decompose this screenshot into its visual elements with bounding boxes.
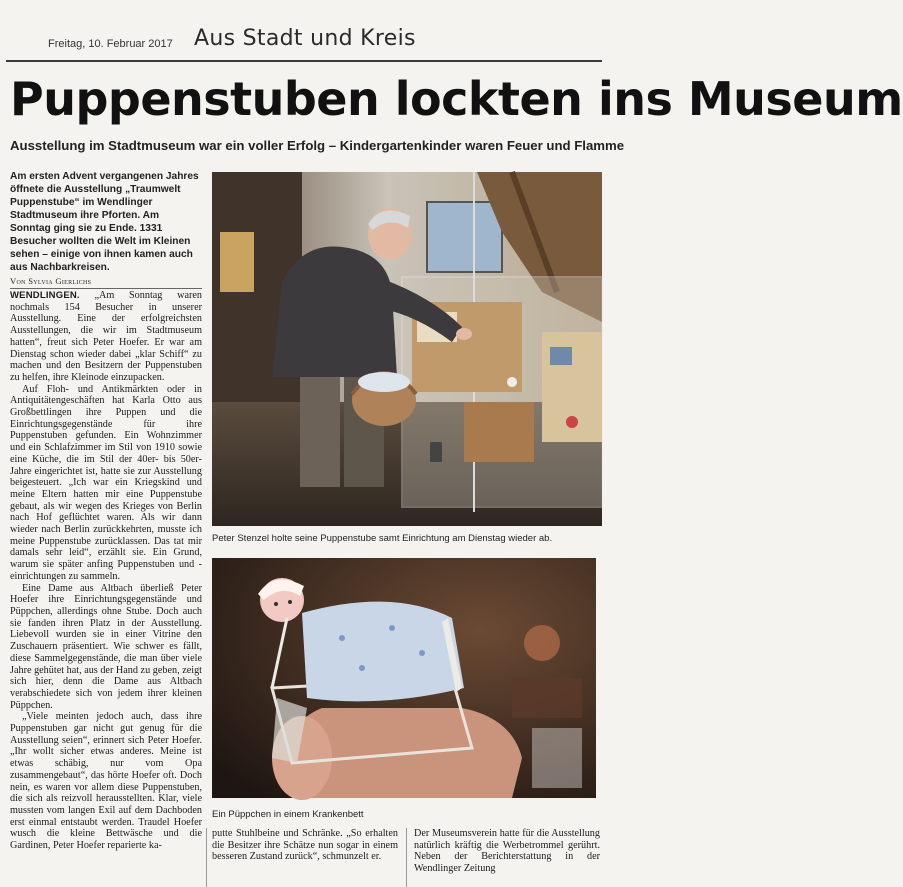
body-paragraph: Auf Floh- und Antikmärkten oder in Antiquitätengeschäften hat Karla Otto aus Großbettlingen ihre Puppen und die Einrichtungsgegenstände für ihre Puppenstuben gefunden. Ein Wohnzimmer und ein Schlafzimmer im Stil von 1910 sowie eine Küche, die im Stil der 40er- bis 50er-Jahre eingerichtet ist, hatte sie zur Ausstellung beigesteuert. „Ich war ein Kriegskind und meine Eltern hatten mir eine Puppenstube gebaut, als wir wegen des Krieges von Berlin nach Hof geflüchtet waren. Als wir dann wieder nach Berlin zurückkehrten, musste ich meine Puppenstube zurücklassen. Das tat mir damals sehr leid“, erzählt sie. Ein Grund, warum sie später anfing Puppenstuben und -einrichtungen zu sammeln. — [10, 383, 202, 582]
header-rule — [6, 60, 602, 62]
body-paragraph — [10, 290, 202, 384]
photo-doll-in-bed — [212, 558, 596, 798]
photo-doll-in-bed-drawing — [212, 558, 596, 798]
byline-rule — [10, 288, 202, 289]
column-rule — [406, 828, 407, 887]
photo-caption: Ein Püppchen in einem Krankenbett — [212, 809, 364, 820]
body-paragraph: „Viele meinten jedoch auch, dass ihre Puppenstuben gar nicht gut genug für die Ausstellung seien“, erinnert sich Peter Hoefer. „Ihr wollt sicher etwas anderes. Meine ist etwas schäbig, nur vom Opa zusammengebaut“, das hörte Hoefer oft. Doch nein, es waren vor allem diese Puppenstuben, die sich als reizvoll herausstellten. Klar, viele mussten vom langen Exil auf dem Dachboden erst einmal entstaubt werden. Traudel Hoefer wusch die kleine Bettwäsche und die Gardinen, Peter Hoefer reparierte ka- — [10, 711, 202, 852]
column-rule — [206, 828, 207, 887]
dateline: WENDLINGEN. — [10, 290, 80, 301]
body-paragraph: Eine Dame aus Altbach überließ Peter Hoefer ihre Einrichtungsgegenstände und Püppchen, allerdings ohne Stube. Doch auch sie fanden ihren Platz in der Ausstellung. Liebevoll wurden sie in einer Vitrine den Zuschauern präsentiert. Wie schwer es fällt, diese Sammelgegenstände, die man über viele Jahre gehütet hat, aus der Hand zu geben, zeigt sich hier, denn die Dame aus Altbach verabschiedete sich von jedem ihrer kleinen Püppchen. — [10, 582, 202, 711]
photo-caption: Peter Stenzel holte seine Puppenstube samt Einrichtung am Dienstag wieder ab. — [212, 533, 553, 544]
article-body-column-3: Der Museumsverein hatte für die Ausstellung natürlich kräftig die Werbetrommel gerührt. Neben der Berichterstattung in der Wendlinger Zeitung — [414, 828, 600, 875]
article-teaser: Am ersten Advent vergangenen Jahres öffnete die Ausstellung „Traumwelt Puppenstube“ im Wendlinger Stadtmuseum ihre Pforten. Am Sonntag ging sie zu Ende. 1331 Besucher wollten die Welt im Kleinen sehen – einige von ihnen kamen auch aus Nachbarkreisen. — [10, 171, 199, 273]
article-headline: Puppenstuben lockten ins Museum — [10, 72, 903, 126]
article-body-column-2: putte Stuhlbeine und Schränke. „So erhalten die Besitzer ihre Schätze nun sogar in einem besseren Zustand zurück“, schmunzelt er. — [212, 828, 398, 863]
issue-date: Freitag, 10. Februar 2017 — [48, 38, 173, 50]
article-byline: Von Sylvia Gierlichs — [10, 276, 92, 286]
photo-man-at-vitrine-drawing — [212, 172, 602, 526]
article-body-column — [10, 290, 202, 852]
photo-man-at-vitrine — [212, 172, 602, 526]
paragraph-text: „Am Sonntag waren nochmals 154 Besucher in unserer Ausstellung. Eine der erfolgreichsten Ausstellungen, die wir im Stadtmuseum hatten“, freut sich Peter Hoefer. Er war am Dienstag schon wieder dabei „klar Schiff“ zu machen und den Besitzern der Puppenstuben zu helfen, ihre Kleinode einzupacken. — [10, 290, 202, 383]
article-subheadline: Ausstellung im Stadtmuseum war ein voller Erfolg – Kindergartenkinder waren Feuer und Flamme — [10, 138, 625, 153]
section-title: Aus Stadt und Kreis — [194, 26, 416, 51]
